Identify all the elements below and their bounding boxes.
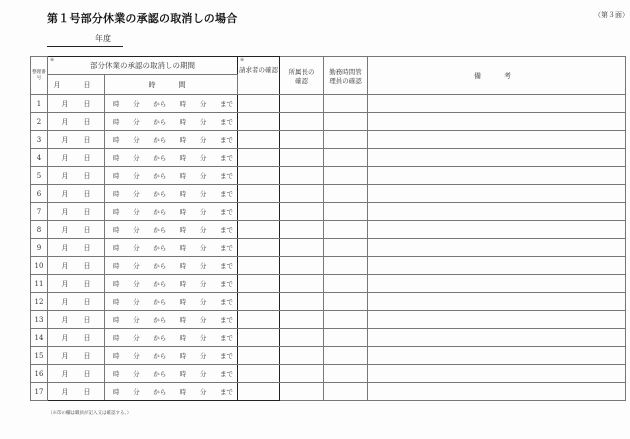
remarks-cell[interactable] — [368, 239, 626, 257]
requester-check-cell[interactable] — [238, 95, 280, 113]
table-row — [31, 329, 626, 347]
date-header: 月 日 — [48, 75, 105, 95]
supervisor-check-cell[interactable] — [280, 329, 324, 347]
requester-check-cell[interactable] — [238, 185, 280, 203]
time-manager-check-cell[interactable] — [324, 347, 368, 365]
requester-check-cell[interactable] — [238, 347, 280, 365]
time-cell[interactable]: 時 分 から 時 分 まで — [105, 149, 238, 167]
remarks-cell[interactable] — [368, 185, 626, 203]
remarks-cell[interactable] — [368, 383, 626, 401]
remarks-cell[interactable] — [368, 365, 626, 383]
time-cell[interactable]: 時 分 から 時 分 まで — [105, 329, 238, 347]
row-number: 4 — [31, 149, 48, 167]
time-manager-check-cell[interactable] — [324, 95, 368, 113]
row-number: 5 — [31, 167, 48, 185]
table-row — [31, 275, 626, 293]
table-row — [31, 167, 626, 185]
row-number: 2 — [31, 113, 48, 131]
row-number: 15 — [31, 347, 48, 365]
requester-check-cell[interactable] — [238, 311, 280, 329]
supervisor-check-cell[interactable] — [280, 185, 324, 203]
time-manager-check-cell[interactable] — [324, 239, 368, 257]
asterisk-mark: ※ — [50, 57, 55, 63]
remarks-cell[interactable] — [368, 149, 626, 167]
time-manager-check-cell[interactable] — [324, 311, 368, 329]
row-number: 14 — [31, 329, 48, 347]
table-row — [31, 203, 626, 221]
date-cell[interactable]: 月 日 — [48, 203, 105, 221]
table-row — [31, 365, 626, 383]
supervisor-check-cell[interactable] — [280, 113, 324, 131]
remarks-cell[interactable] — [368, 167, 626, 185]
remarks-cell[interactable] — [368, 203, 626, 221]
date-cell[interactable]: 月 日 — [48, 383, 105, 401]
supervisor-check-cell[interactable] — [280, 311, 324, 329]
date-cell[interactable]: 月 日 — [48, 167, 105, 185]
date-cell[interactable]: 月 日 — [48, 131, 105, 149]
time-manager-check-cell[interactable] — [324, 167, 368, 185]
requester-check-cell[interactable] — [238, 293, 280, 311]
supervisor-check-cell[interactable] — [280, 293, 324, 311]
fiscal-year-label: 年度 — [95, 34, 111, 43]
table-row — [31, 383, 626, 401]
row-number: 6 — [31, 185, 48, 203]
time-cell[interactable]: 時 分 から 時 分 まで — [105, 167, 238, 185]
time-manager-check-cell[interactable] — [324, 113, 368, 131]
form-title: 第１号部分休業の承認の取消しの場合 — [47, 12, 238, 25]
date-cell[interactable]: 月 日 — [48, 95, 105, 113]
time-manager-check-cell[interactable] — [324, 329, 368, 347]
requester-check-cell[interactable] — [238, 257, 280, 275]
supervisor-check-cell[interactable] — [280, 95, 324, 113]
supervisor-check-cell[interactable] — [280, 221, 324, 239]
row-number: 8 — [31, 221, 48, 239]
row-number: 11 — [31, 275, 48, 293]
table-row — [31, 185, 626, 203]
requester-check-cell[interactable] — [238, 149, 280, 167]
supervisor-check-cell[interactable] — [280, 131, 324, 149]
period-group-header: ※ 部分休業の承認の取消しの期間 — [48, 57, 238, 75]
requester-check-cell[interactable] — [238, 221, 280, 239]
time-cell[interactable]: 時 分 から 時 分 まで — [105, 311, 238, 329]
row-number-header: 整理番号 — [31, 57, 48, 95]
time-cell[interactable]: 時 分 から 時 分 まで — [105, 113, 238, 131]
asterisk-mark: ※ — [240, 57, 245, 63]
row-number: 10 — [31, 257, 48, 275]
time-cell[interactable]: 時 分 から 時 分 まで — [105, 239, 238, 257]
time-manager-check-cell[interactable] — [324, 131, 368, 149]
table-row — [31, 293, 626, 311]
remarks-cell[interactable] — [368, 329, 626, 347]
requester-check-cell[interactable] — [238, 167, 280, 185]
date-cell[interactable]: 月 日 — [48, 293, 105, 311]
row-number: 16 — [31, 365, 48, 383]
table-row — [31, 311, 626, 329]
time-cell[interactable]: 時 分 から 時 分 まで — [105, 365, 238, 383]
row-number: 12 — [31, 293, 48, 311]
requester-check-cell[interactable] — [238, 383, 280, 401]
remarks-cell[interactable] — [368, 275, 626, 293]
requester-check-cell[interactable] — [238, 365, 280, 383]
time-cell[interactable]: 時 分 から 時 分 まで — [105, 257, 238, 275]
time-manager-check-cell[interactable] — [324, 275, 368, 293]
table-row — [31, 239, 626, 257]
requester-check-header: ※ 請求者の確認 — [238, 57, 280, 95]
time-manager-check-cell[interactable] — [324, 365, 368, 383]
date-cell[interactable]: 月 日 — [48, 185, 105, 203]
remarks-cell[interactable] — [368, 293, 626, 311]
table-row — [31, 131, 626, 149]
time-cell[interactable]: 時 分 から 時 分 まで — [105, 347, 238, 365]
footnote: （※印の欄は職員が記入又は確認する。） — [48, 411, 132, 416]
remarks-header: 備 考 — [368, 57, 626, 95]
supervisor-check-cell[interactable] — [280, 239, 324, 257]
requester-check-cell[interactable] — [238, 329, 280, 347]
row-number: 13 — [31, 311, 48, 329]
time-manager-check-cell[interactable] — [324, 383, 368, 401]
date-cell[interactable]: 月 日 — [48, 365, 105, 383]
date-cell[interactable]: 月 日 — [48, 311, 105, 329]
time-cell[interactable]: 時 分 から 時 分 まで — [105, 221, 238, 239]
requester-check-cell[interactable] — [238, 275, 280, 293]
table-row — [31, 257, 626, 275]
remarks-cell[interactable] — [368, 113, 626, 131]
time-cell[interactable]: 時 分 から 時 分 まで — [105, 185, 238, 203]
fiscal-year-field[interactable] — [47, 34, 123, 47]
supervisor-check-cell[interactable] — [280, 203, 324, 221]
row-number: 17 — [31, 383, 48, 401]
date-cell[interactable]: 月 日 — [48, 113, 105, 131]
remarks-cell[interactable] — [368, 95, 626, 113]
table-row — [31, 221, 626, 239]
time-manager-check-cell[interactable] — [324, 257, 368, 275]
remarks-cell[interactable] — [368, 221, 626, 239]
requester-check-cell[interactable] — [238, 131, 280, 149]
time-cell[interactable]: 時 分 から 時 分 まで — [105, 275, 238, 293]
row-number: 9 — [31, 239, 48, 257]
cancellation-table — [30, 56, 626, 401]
supervisor-check-cell[interactable] — [280, 257, 324, 275]
remarks-cell[interactable] — [368, 347, 626, 365]
supervisor-check-cell[interactable] — [280, 347, 324, 365]
remarks-cell[interactable] — [368, 131, 626, 149]
date-cell[interactable]: 月 日 — [48, 221, 105, 239]
date-cell[interactable]: 月 日 — [48, 347, 105, 365]
supervisor-check-cell[interactable] — [280, 383, 324, 401]
time-cell[interactable]: 時 分 から 時 分 まで — [105, 383, 238, 401]
page-number: （第３面） — [594, 11, 629, 19]
table-row — [31, 113, 626, 131]
time-cell[interactable]: 時 分 から 時 分 まで — [105, 293, 238, 311]
table-row — [31, 149, 626, 167]
requester-check-cell[interactable] — [238, 203, 280, 221]
date-cell[interactable]: 月 日 — [48, 275, 105, 293]
time-cell[interactable]: 時 分 から 時 分 まで — [105, 131, 238, 149]
time-manager-check-cell[interactable] — [324, 203, 368, 221]
date-cell[interactable]: 月 日 — [48, 239, 105, 257]
requester-check-cell[interactable] — [238, 113, 280, 131]
time-header: 時 間 — [105, 75, 238, 95]
row-number: 1 — [31, 95, 48, 113]
time-manager-check-cell[interactable] — [324, 221, 368, 239]
supervisor-check-cell[interactable] — [280, 167, 324, 185]
supervisor-check-cell[interactable] — [280, 275, 324, 293]
table-row — [31, 347, 626, 365]
date-cell[interactable]: 月 日 — [48, 257, 105, 275]
time-cell[interactable]: 時 分 から 時 分 まで — [105, 95, 238, 113]
remarks-cell[interactable] — [368, 257, 626, 275]
time-manager-check-header: 勤務時間管理員の確認 — [324, 57, 368, 95]
supervisor-check-header: 所属長の確認 — [280, 57, 324, 95]
row-number: 7 — [31, 203, 48, 221]
time-manager-check-cell[interactable] — [324, 185, 368, 203]
date-cell[interactable]: 月 日 — [48, 329, 105, 347]
supervisor-check-cell[interactable] — [280, 149, 324, 167]
table-row — [31, 95, 626, 113]
requester-check-cell[interactable] — [238, 239, 280, 257]
date-cell[interactable]: 月 日 — [48, 149, 105, 167]
remarks-cell[interactable] — [368, 311, 626, 329]
time-manager-check-cell[interactable] — [324, 149, 368, 167]
row-number: 3 — [31, 131, 48, 149]
time-cell[interactable]: 時 分 から 時 分 まで — [105, 203, 238, 221]
supervisor-check-cell[interactable] — [280, 365, 324, 383]
time-manager-check-cell[interactable] — [324, 293, 368, 311]
